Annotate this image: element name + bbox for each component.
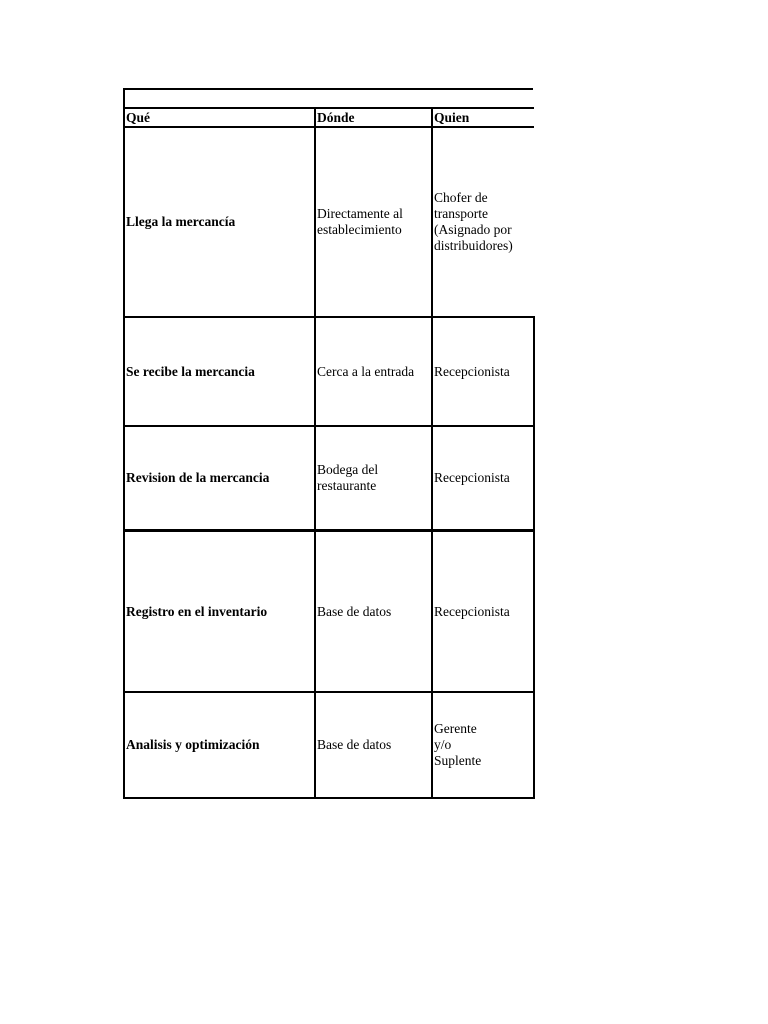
cell-what: Se recibe la mercancia: [124, 317, 315, 426]
cell-who: Recepcionista: [432, 426, 534, 531]
cell-where: Cerca a la entrada: [315, 317, 432, 426]
cell-what: Llega la mercancía: [124, 127, 315, 317]
table-row: [124, 127, 534, 317]
cell-who: Gerente y/o Suplente: [432, 692, 534, 798]
header-who: Quien: [432, 108, 534, 127]
table-row: [124, 692, 534, 798]
header-row: [124, 108, 534, 127]
cell-who: Recepcionista: [432, 531, 534, 693]
cell-who: Recepcionista: [432, 317, 534, 426]
table-title-row: [123, 88, 533, 107]
cell-what: Revision de la mercancia: [124, 426, 315, 531]
cell-where: Base de datos: [315, 692, 432, 798]
cell-where: Bodega del restaurante: [315, 426, 432, 531]
table-row: [124, 426, 534, 531]
table-row: [124, 317, 534, 426]
cell-what: Analisis y optimización: [124, 692, 315, 798]
cell-what: Registro en el inventario: [124, 531, 315, 693]
cell-where: Base de datos: [315, 531, 432, 693]
process-table: [123, 88, 533, 799]
table-row: [124, 531, 534, 693]
header-where: Dónde: [315, 108, 432, 127]
process-grid: [123, 107, 535, 799]
cell-where: Directamente al establecimiento: [315, 127, 432, 317]
cell-who: Chofer de transporte (Asignado por distribuidores): [432, 127, 534, 317]
header-what: Qué: [124, 108, 315, 127]
